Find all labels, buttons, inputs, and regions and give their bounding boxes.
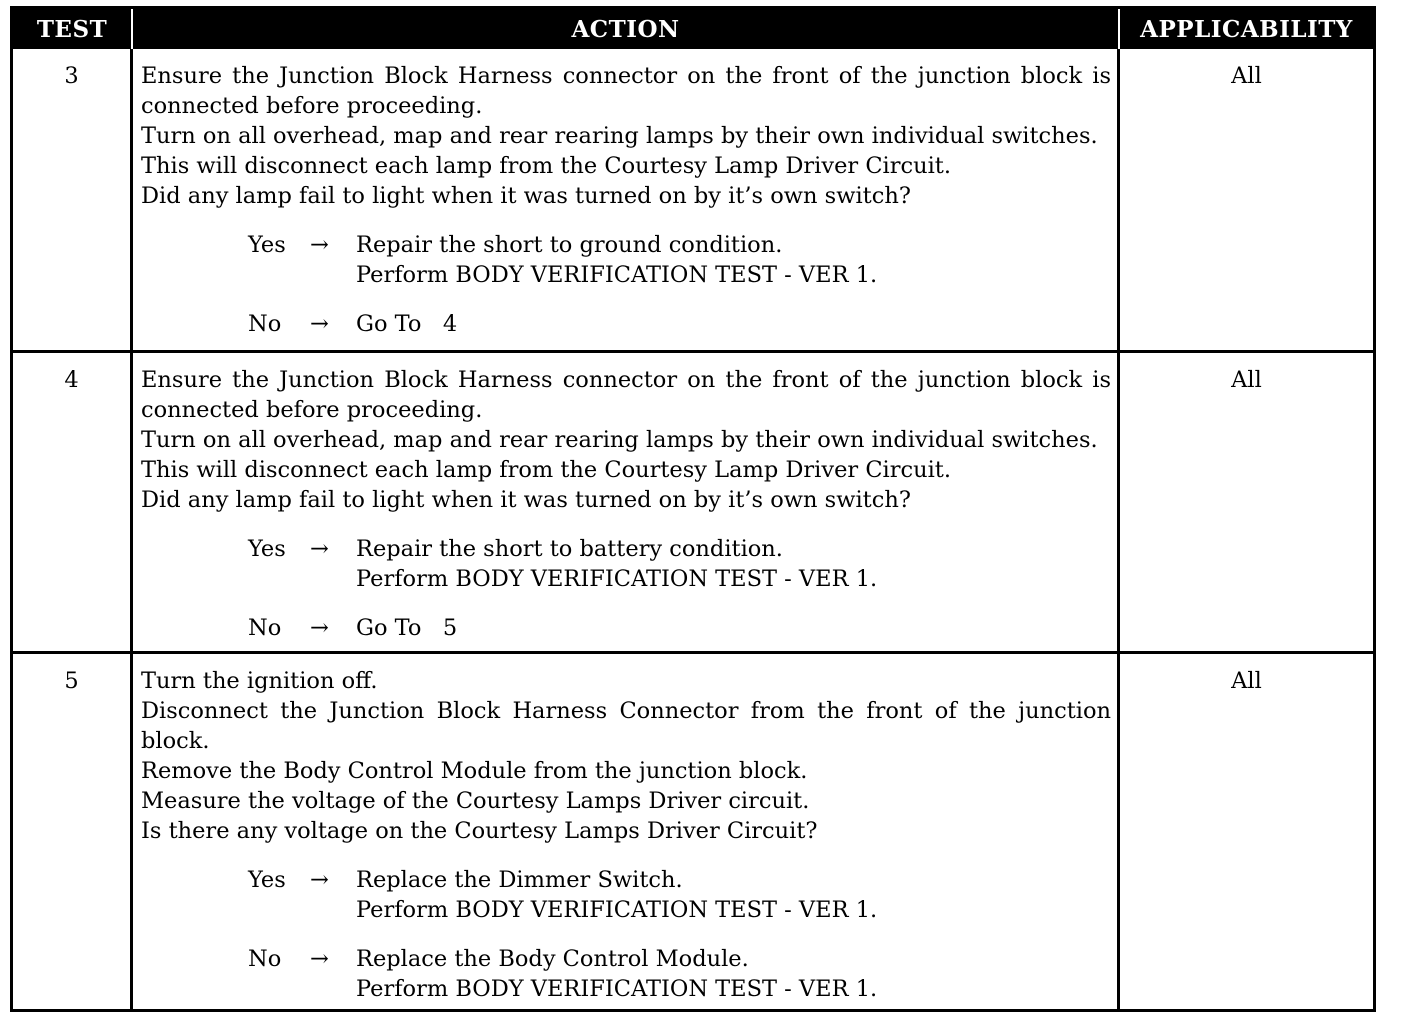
instruction-line: block. [141,728,210,754]
table-row [13,651,1373,1009]
header-test: TEST [13,9,133,49]
arrow-right-icon: → [310,867,329,893]
no-label: No [248,615,282,641]
instruction-line: Is there any voltage on the Courtesy Lamps Driver Circuit? [141,818,818,844]
instruction-line: Ensure the Junction Block Harness connector on the front of the junction block is [141,63,1111,89]
result-line: Replace the Body Control Module. [356,946,749,972]
arrow-right-icon: → [310,946,329,972]
instruction-line: Turn on all overhead, map and rear rearing lamps by their own individual switches. [141,123,1098,149]
result-line: Perform BODY VERIFICATION TEST - VER 1. [356,262,878,288]
instruction-line: Measure the voltage of the Courtesy Lamps Driver circuit. [141,788,810,814]
result-line: Go To 4 [356,311,458,337]
action-cell [133,49,1120,350]
instruction-line: Turn the ignition off. [141,668,378,694]
arrow-right-icon: → [310,615,329,641]
yes-label: Yes [248,232,286,258]
instruction-line: connected before proceeding. [141,93,483,119]
applicability-value: All [1231,63,1262,89]
no-outcome [248,309,1111,339]
instruction-line: connected before proceeding. [141,397,483,423]
no-label: No [248,311,282,337]
test-number: 4 [13,353,133,651]
arrow-right-icon: → [310,536,329,562]
action-cell [133,353,1120,651]
no-outcome [248,944,1111,1004]
action-instructions [141,365,1111,515]
instruction-line: Did any lamp fail to light when it was turned on by it’s own switch? [141,487,911,513]
action-instructions [141,666,1111,846]
yes-result [356,230,1111,290]
instruction-line: Turn on all overhead, map and rear rearing lamps by their own individual switches. [141,427,1098,453]
header-applicability: APPLICABILITY [1140,15,1353,43]
arrow-right-icon: → [310,311,329,337]
instruction-line: Ensure the Junction Block Harness connector on the front of the junction block is [141,367,1111,393]
table-row [13,49,1373,350]
yes-result [356,865,1111,925]
applicability-value: All [1231,668,1262,694]
no-outcome [248,613,1111,643]
yes-outcome [248,865,1111,925]
yes-label: Yes [248,536,286,562]
no-result [356,944,1111,1004]
result-line: Perform BODY VERIFICATION TEST - VER 1. [356,897,878,923]
yes-outcome [248,534,1111,594]
instruction-line: This will disconnect each lamp from the Courtesy Lamp Driver Circuit. [141,153,951,179]
action-cell [133,654,1120,1009]
test-number: 5 [13,654,133,1009]
applicability-value: All [1231,367,1262,393]
instruction-line: Did any lamp fail to light when it was turned on by it’s own switch? [141,183,911,209]
no-result [356,309,1111,339]
no-label: No [248,946,282,972]
table-row [13,350,1373,651]
result-line: Perform BODY VERIFICATION TEST - VER 1. [356,976,878,1002]
instruction-line: Remove the Body Control Module from the junction block. [141,758,808,784]
result-line: Replace the Dimmer Switch. [356,867,683,893]
table-header [13,9,1373,49]
result-line: Perform BODY VERIFICATION TEST - VER 1. [356,566,878,592]
instruction-line: Disconnect the Junction Block Harness Connector from the front of the junction [141,698,1111,724]
diagnostic-table [10,6,1376,1012]
test-number: 3 [13,49,133,350]
result-line: Repair the short to ground condition. [356,232,783,258]
instruction-line: This will disconnect each lamp from the Courtesy Lamp Driver Circuit. [141,457,951,483]
action-instructions [141,61,1111,211]
no-result [356,613,1111,643]
header-action: ACTION [133,9,1120,49]
result-line: Repair the short to battery condition. [356,536,783,562]
result-line: Go To 5 [356,615,458,641]
yes-result [356,534,1111,594]
yes-label: Yes [248,867,286,893]
yes-outcome [248,230,1111,290]
arrow-right-icon: → [310,232,329,258]
